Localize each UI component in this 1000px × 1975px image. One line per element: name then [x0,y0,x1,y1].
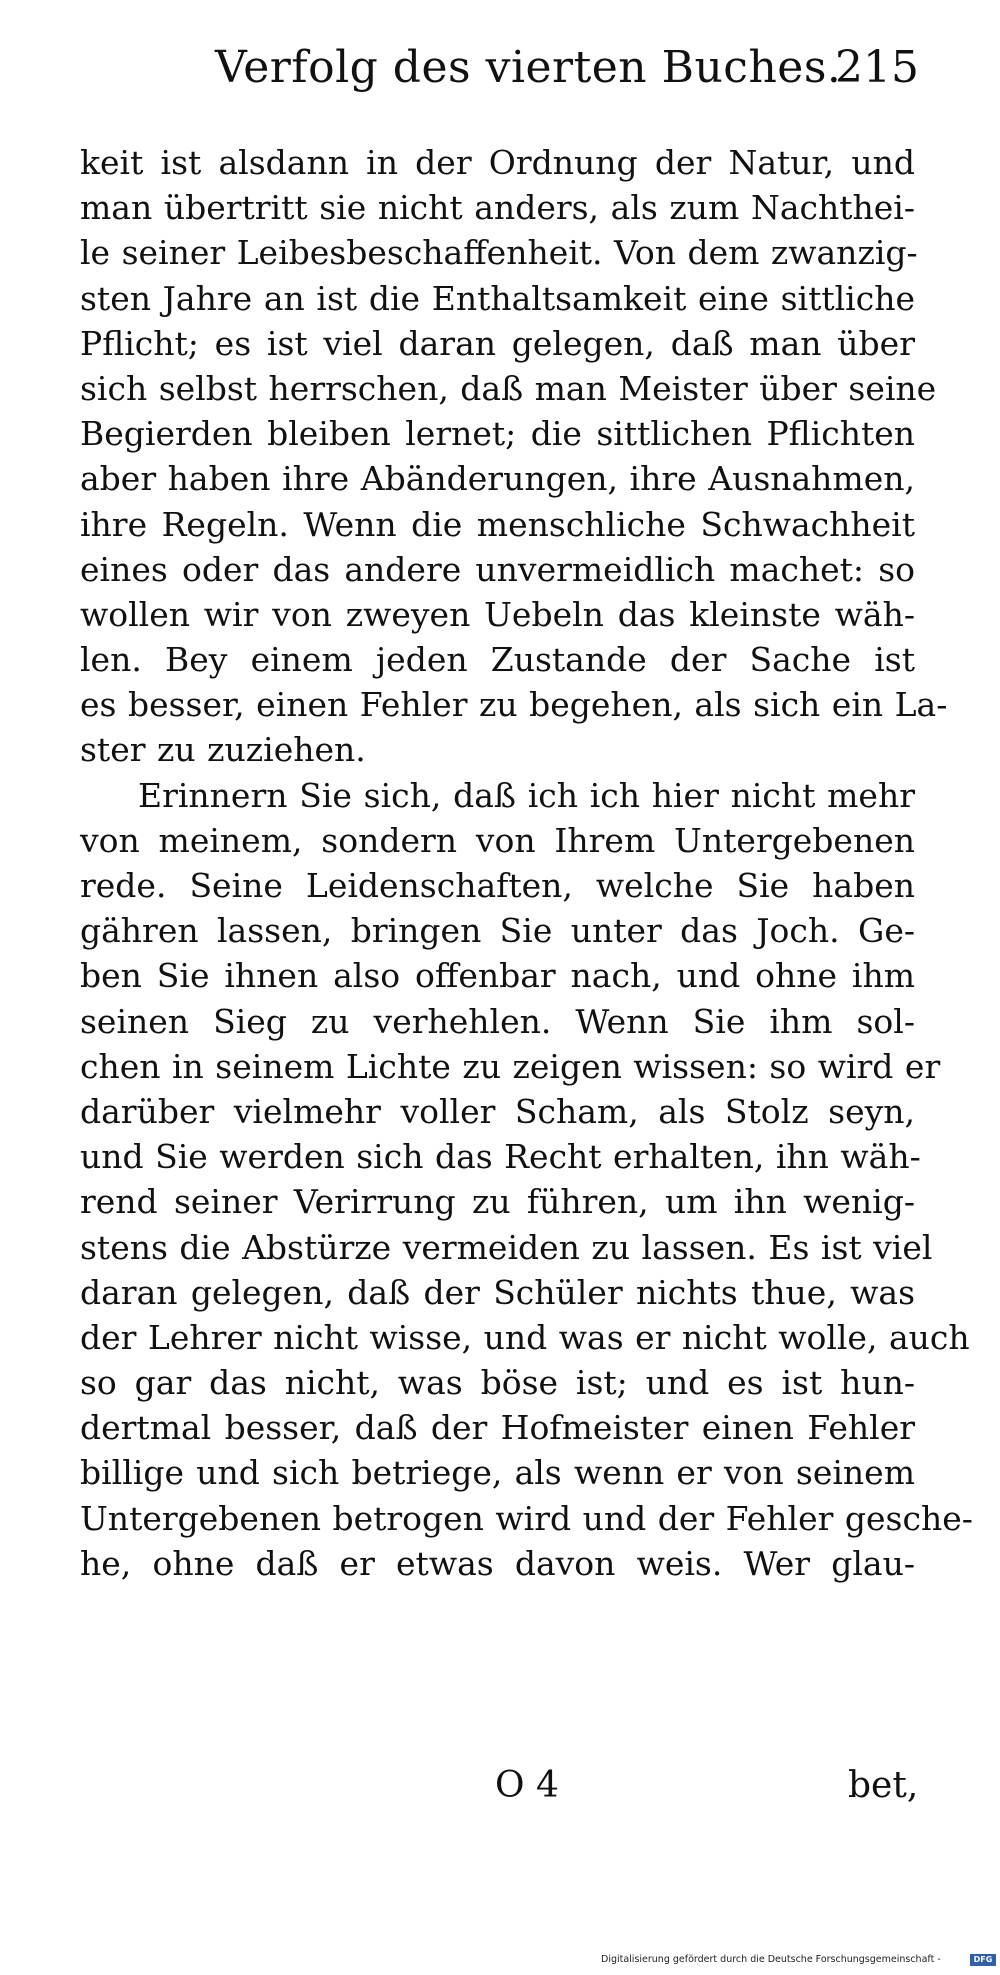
text-line: Pflicht; es ist viel daran gelegen, daß man über [80,323,915,363]
text-line: wollen wir von zweyen Uebeln das kleinste wäh- [80,594,915,634]
text-line: he, ohne daß er etwas davon weis. Wer glau- [80,1543,915,1583]
text-line: chen in seinem Lichte zu zeigen wissen: so wird er [80,1046,941,1086]
text-line: gähren lassen, bringen Sie unter das Joch. Ge- [80,911,915,951]
text-line: so gar das nicht, was böse ist; und es ist hun- [80,1363,915,1403]
text-line: ben Sie ihnen also offenbar nach, und ohne ihm [80,956,915,996]
text-line: stens die Abstürze vermeiden zu lassen. Es ist viel [80,1227,933,1267]
catchword: bet, [848,1765,919,1806]
text-line: daran gelegen, daß der Schüler nichts thue, was [80,1272,915,1312]
text-line: billige und sich betriege, als wenn er von seinem [80,1453,915,1493]
text-line: Erinnern Sie sich, daß ich ich hier nicht mehr [138,775,915,815]
text-line: darüber vielmehr voller Scham, als Stolz seyn, [80,1091,915,1131]
text-line: und Sie werden sich das Recht erhalten, ihn wäh- [80,1137,921,1177]
text-line: rede. Seine Leidenschaften, welche Sie haben [80,866,915,905]
text-line: sich selbst herrschen, daß man Meister über seine [80,368,937,408]
text-line: dertmal besser, daß der Hofmeister einen Fehler [80,1408,915,1448]
running-head: Verfolg des vierten Buches. [215,42,842,93]
text-line: Untergebenen betrogen wird und der Fehler gesche- [80,1498,973,1538]
digitization-credit: Digitalisierung gefördert durch die Deutsche Forschungsgemeinschaft - [601,1954,941,1965]
text-line: aber haben ihre Abänderungen, ihre Ausnahmen, [80,459,915,499]
text-line: le seiner Leibesbeschaffenheit. Von dem zwanzig- [80,233,918,273]
text-line: Begierden bleiben lernet; die sittlichen Pflichten [80,414,915,454]
text-line: der Lehrer nicht wisse, und was er nicht wolle, auch [80,1317,970,1357]
text-line: von meinem, sondern von Ihrem Untergebenen [80,820,915,860]
signature-mark: O 4 [495,1765,559,1806]
text-line: rend seiner Verirrung zu führen, um ihn wenig- [80,1182,915,1222]
text-line: ihre Regeln. Wenn die menschliche Schwachheit [80,504,915,544]
text-line: eines oder das andere unvermeidlich machet: so [80,549,915,589]
text-line: man übertritt sie nicht anders, als zum Nachthei- [80,188,915,228]
dfg-logo: DFG [970,1954,996,1966]
text-line: sten Jahre an ist die Enthaltsamkeit eine sittliche [80,278,915,318]
text-line: keit ist alsdann in der Ordnung der Natur, und [80,143,915,182]
text-line: es besser, einen Fehler zu begehen, als sich ein La- [80,685,948,725]
body-text [80,140,973,1586]
page-number: 215 [835,42,919,93]
text-line: len. Bey einem jeden Zustande der Sache ist [80,640,915,680]
text-line: ster zu zuziehen. [80,730,366,770]
text-line: seinen Sieg zu verhehlen. Wenn Sie ihm sol- [80,1001,915,1041]
